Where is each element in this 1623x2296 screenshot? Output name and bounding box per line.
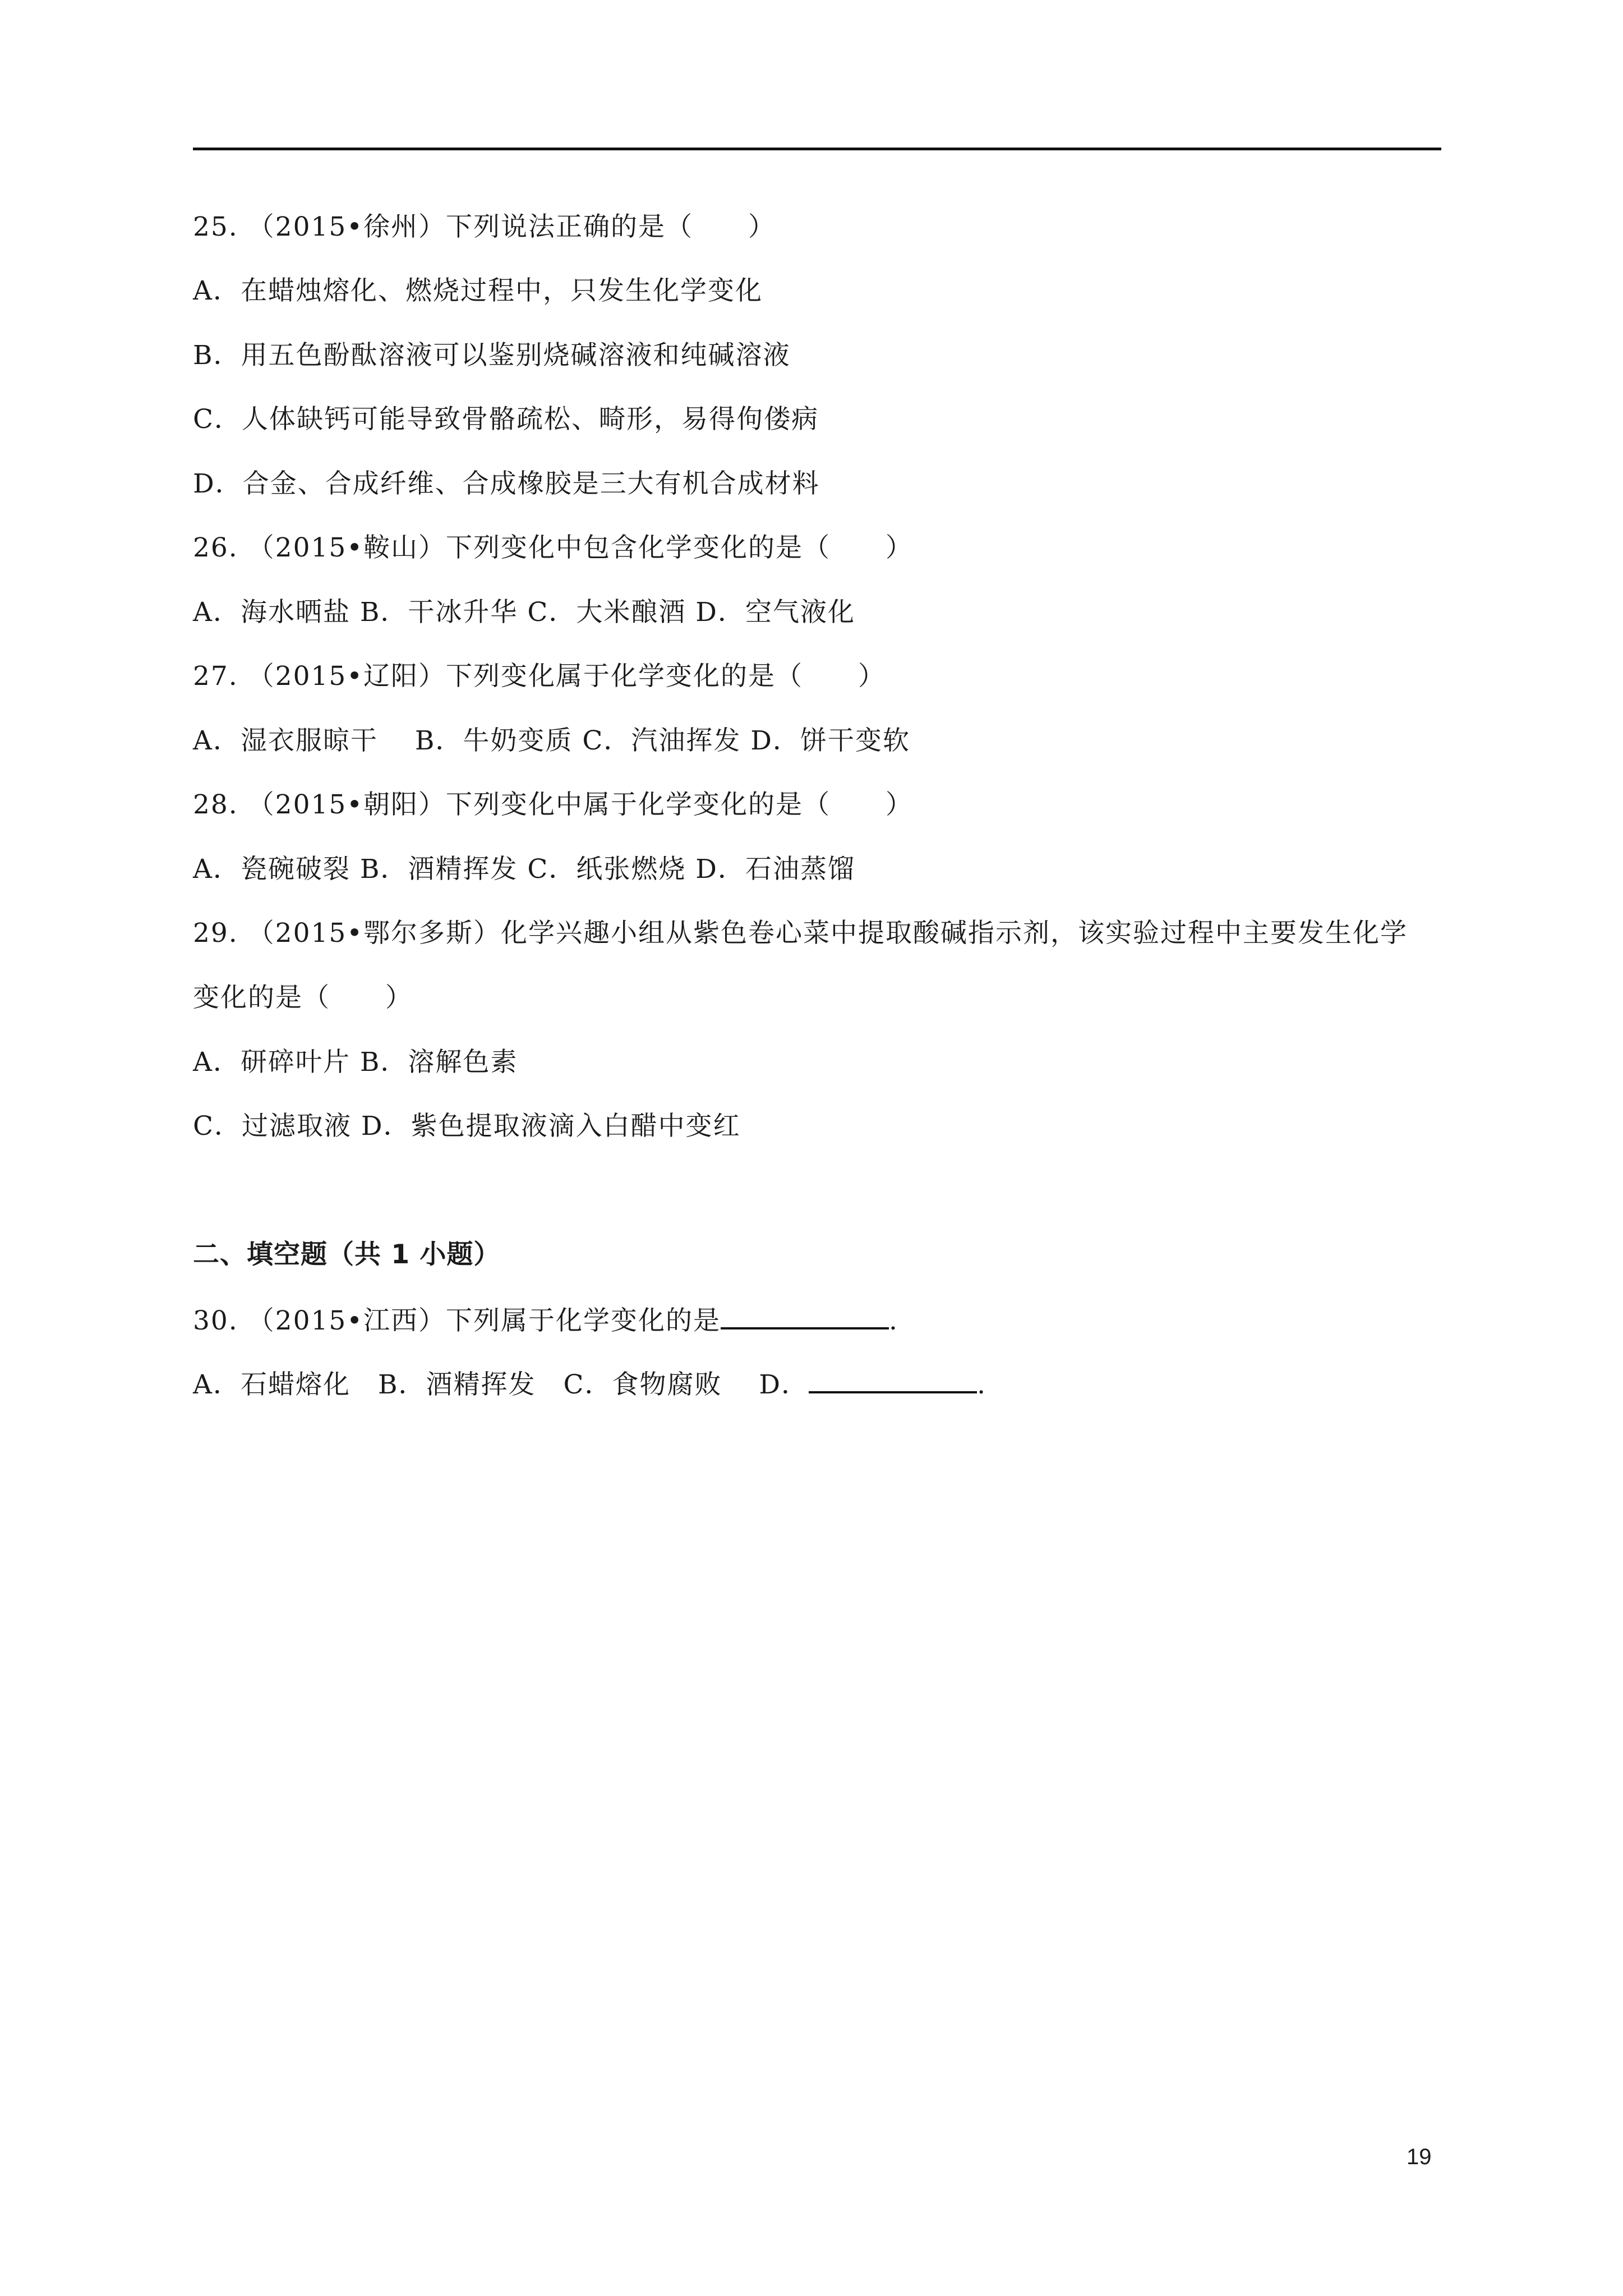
question-30-options-line bbox=[193, 1366, 986, 1402]
question-28-stem: 28. （2015•朝阳）下列变化中属于化学变化的是（ ） bbox=[193, 789, 914, 820]
question-30-options-end: . bbox=[977, 1369, 987, 1400]
question-29-stem-line-1: 29. （2015•鄂尔多斯）化学兴趣小组从紫色卷心菜中提取酸碱指示剂，该实验过程中主要发生化学 bbox=[193, 918, 1408, 949]
question-25-option-d: D．合金、合成纤维、合成橡胶是三大有机合成材料 bbox=[193, 468, 820, 499]
question-30-stem-line bbox=[193, 1303, 898, 1338]
question-30-stem: 30. （2015•江西）下列属于化学变化的是 bbox=[193, 1305, 721, 1336]
question-30-stem-end: . bbox=[889, 1305, 898, 1336]
header-rule bbox=[193, 148, 1441, 150]
question-27-options: A．湿衣服晾干 B．牛奶变质 C．汽油挥发 D．饼干变软 bbox=[193, 725, 910, 756]
question-29-options-line-1: A．研碎叶片 B．溶解色素 bbox=[193, 1047, 518, 1078]
question-30-options: A．石蜡熔化 B．酒精挥发 C．食物腐败 D． bbox=[193, 1369, 809, 1400]
question-26-stem: 26. （2015•鞍山）下列变化中包含化学变化的是（ ） bbox=[193, 532, 914, 563]
question-27-stem: 27. （2015•辽阳）下列变化属于化学变化的是（ ） bbox=[193, 661, 886, 692]
question-25-option-c: C．人体缺钙可能导致骨骼疏松、畸形，易得佝偻病 bbox=[193, 404, 819, 435]
question-26-options: A．海水晒盐 B．干冰升华 C．大米酿酒 D．空气液化 bbox=[193, 597, 855, 628]
section-2-heading: 二、填空题（共 1 小题） bbox=[193, 1239, 501, 1270]
question-25-stem: 25. （2015•徐州）下列说法正确的是（ ） bbox=[193, 211, 776, 242]
question-30-option-d-blank bbox=[809, 1366, 977, 1393]
question-29-stem-line-2: 变化的是（ ） bbox=[193, 982, 413, 1013]
question-30-answer-blank bbox=[721, 1303, 889, 1329]
question-25-option-a: A．在蜡烛熔化、燃烧过程中，只发生化学变化 bbox=[193, 275, 763, 306]
page-number: 19 bbox=[1407, 2145, 1432, 2169]
question-25-option-b: B．用五色酚酞溶液可以鉴别烧碱溶液和纯碱溶液 bbox=[193, 340, 791, 371]
question-28-options: A．瓷碗破裂 B．酒精挥发 C．纸张燃烧 D．石油蒸馏 bbox=[193, 854, 855, 885]
question-29-options-line-2: C．过滤取液 D．紫色提取液滴入白醋中变红 bbox=[193, 1111, 741, 1142]
